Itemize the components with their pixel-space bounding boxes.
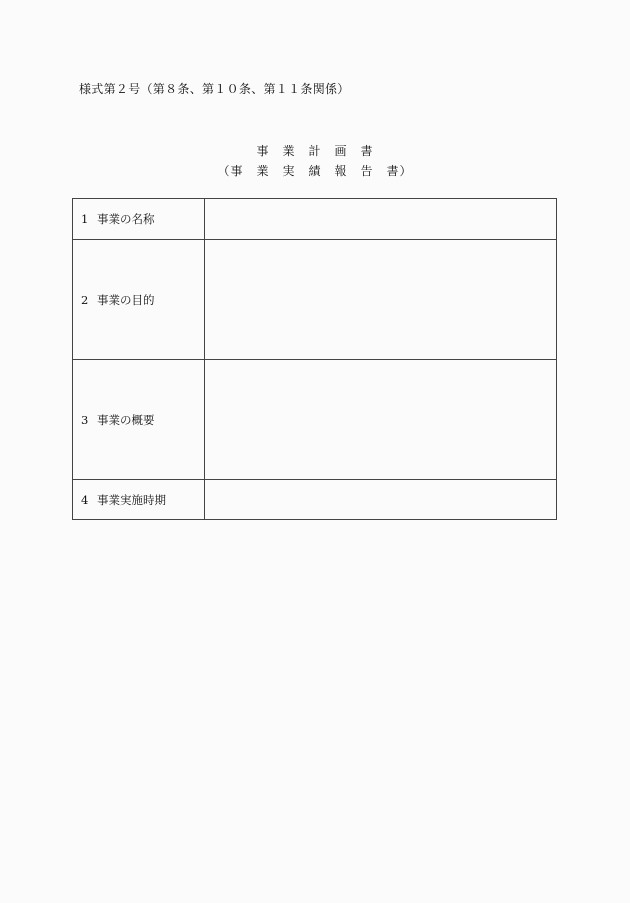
row-label: 事業の目的 [97, 292, 155, 307]
table-row [73, 199, 557, 240]
document-subtitle: （事 業 実 績 報 告 書） [217, 164, 413, 178]
plan-table [72, 198, 557, 520]
row-number: 1 [81, 212, 89, 226]
row-label-cell [73, 480, 205, 520]
row-label: 事業実施時期 [97, 492, 166, 507]
table-row [73, 240, 557, 360]
table-row [73, 480, 557, 520]
row-label-cell [73, 199, 205, 240]
document-title: 事 業 計 画 書 [256, 144, 374, 158]
project-name-field[interactable] [205, 199, 557, 240]
row-number: 4 [81, 492, 89, 507]
row-label-cell [73, 240, 205, 360]
row-label: 事業の名称 [97, 212, 155, 226]
row-number: 3 [81, 412, 89, 427]
table-row [73, 360, 557, 480]
project-overview-field[interactable] [205, 360, 557, 480]
row-number: 2 [81, 292, 89, 307]
project-purpose-field[interactable] [205, 240, 557, 360]
row-label-cell [73, 360, 205, 480]
row-label: 事業の概要 [97, 412, 155, 427]
form-number: 様式第２号（第８条、第１０条、第１１条関係） [79, 82, 350, 96]
project-period-field[interactable] [205, 480, 557, 520]
